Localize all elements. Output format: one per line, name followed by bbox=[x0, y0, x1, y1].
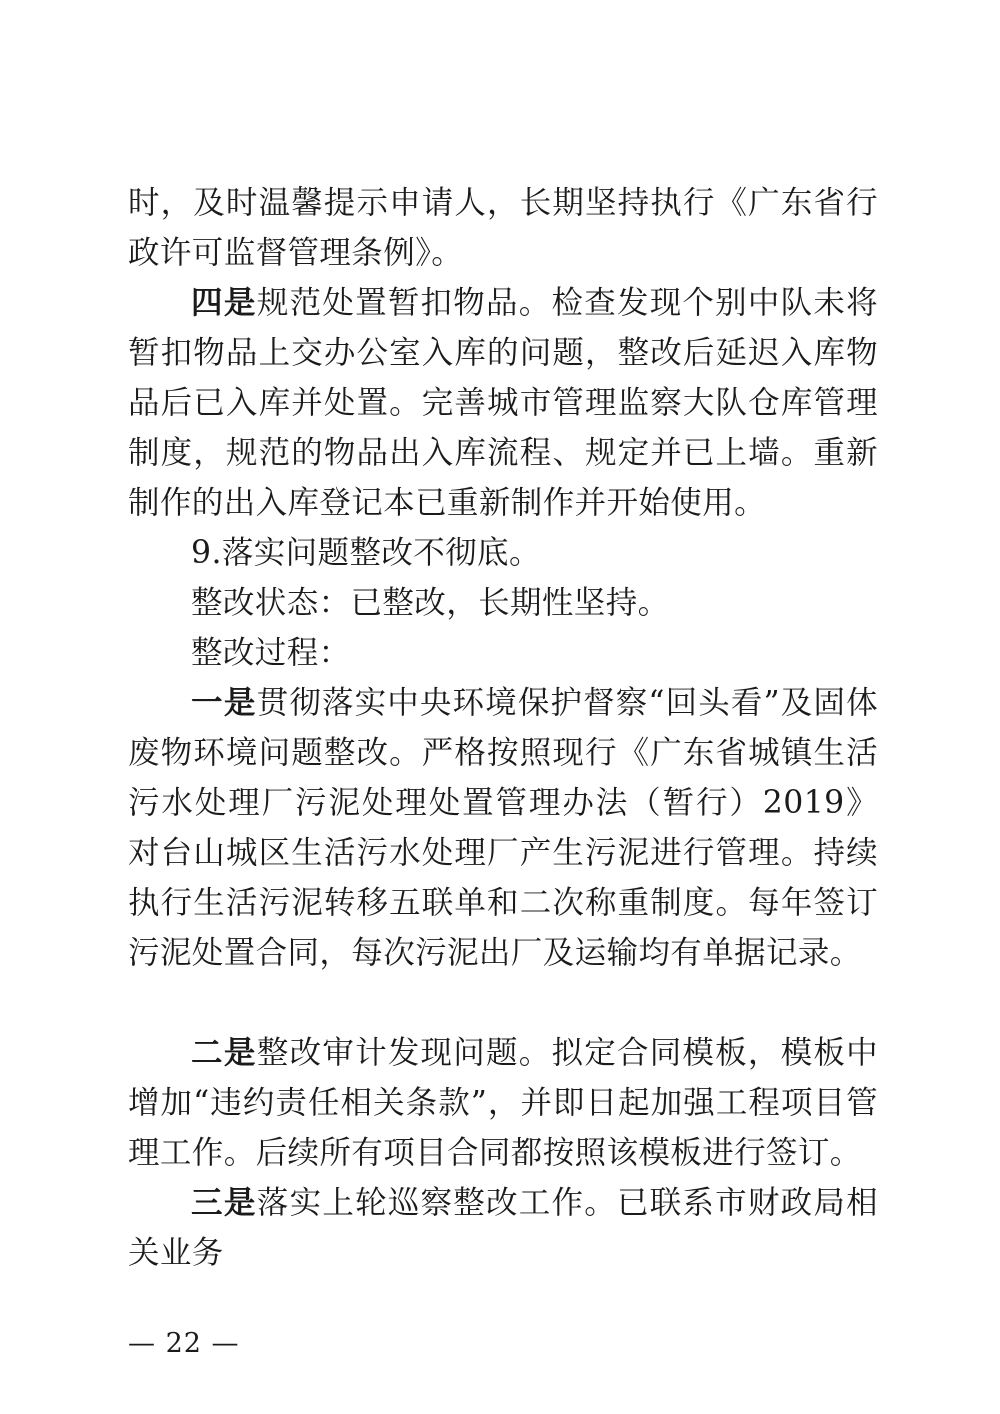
paragraph-text: 整改状态：已整改，长期性坚持。 bbox=[191, 585, 670, 621]
document-body bbox=[128, 178, 878, 1278]
paragraph-text: 贯彻落实中央环境保护督察“回头看”及固体废物环境问题整改。严格按照现行《广东省城镇生活污水处理厂污泥处理处置管理办法（暂行）2019》对台山城区生活污水处理厂产生污泥进行管理。持续执行生活污泥转移五联单和二次称重制度。每年签订污泥处置合同，每次污泥出厂及运输均有单据记录。 bbox=[128, 685, 878, 971]
paragraph-text: 整改审计发现问题。拟定合同模板，模板中增加“违约责任相关条款”，并即日起加强工程项目管理工作。后续所有项目合同都按照该模板进行签订。 bbox=[128, 1035, 878, 1171]
paragraph-text: 整改过程： bbox=[191, 635, 351, 671]
paragraph-issue-9 bbox=[128, 528, 878, 578]
paragraph-item-one bbox=[128, 678, 878, 978]
paragraph-item-four bbox=[128, 278, 878, 528]
paragraph-lead-marker: 四是 bbox=[191, 284, 257, 321]
page-number: — 22 — bbox=[128, 1328, 240, 1359]
paragraph-text: 时，及时温馨提示申请人，长期坚持执行《广东省行政许可监督管理条例》。 bbox=[128, 185, 878, 271]
paragraph-item-three bbox=[128, 1178, 878, 1278]
paragraph-text: 9.落实问题整改不彻底。 bbox=[191, 535, 541, 571]
paragraph-lead-marker: 三是 bbox=[191, 1184, 257, 1221]
paragraph-lead-marker: 一是 bbox=[191, 684, 257, 721]
paragraph-text: 落实上轮巡察整改工作。已联系市财政局相关业务 bbox=[128, 1185, 878, 1271]
paragraph-rectification-process bbox=[128, 628, 878, 678]
paragraph-item-two bbox=[128, 1028, 878, 1178]
paragraph-continuation bbox=[128, 178, 878, 278]
paragraph-text: 规范处置暂扣物品。检查发现个别中队未将暂扣物品上交办公室入库的问题，整改后延迟入库物品后已入库并处置。完善城市管理监察大队仓库管理制度，规范的物品出入库流程、规定并已上墙。重新制作的出入库登记本已重新制作并开始使用。 bbox=[128, 285, 878, 521]
paragraph-rectification-status bbox=[128, 578, 878, 628]
paragraph-lead-marker: 二是 bbox=[191, 1034, 257, 1071]
